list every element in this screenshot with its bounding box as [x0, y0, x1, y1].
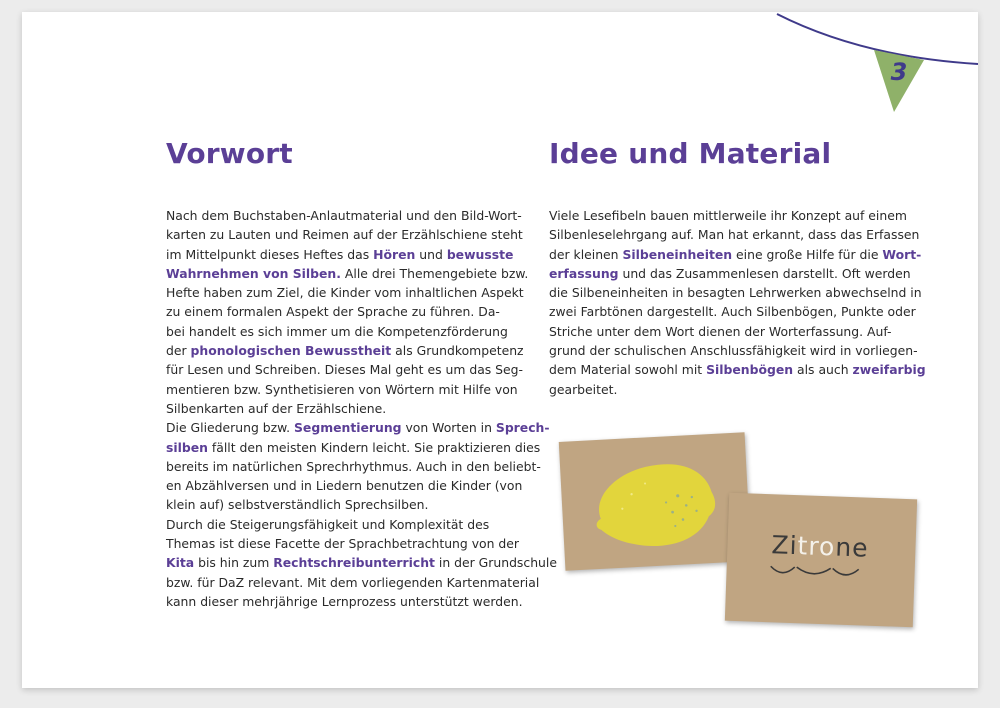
text-segment: Silbenkarten auf der Erzählschiene.	[166, 400, 387, 416]
text-segment: bereits im natürlichen Sprechrhythmus. Auch in den beliebt-	[166, 458, 541, 474]
text-line	[166, 476, 526, 495]
text-line	[166, 534, 526, 553]
text-line	[166, 283, 526, 302]
text-line	[166, 264, 529, 283]
text-segment: kann dieser mehrjährige Lernprozess unterstützt werden.	[166, 593, 523, 609]
foreword-text	[166, 206, 557, 611]
text-segment: der	[166, 343, 191, 359]
text-segment: der kleinen	[549, 246, 623, 262]
syllable-word-card	[725, 493, 917, 627]
text-segment: bzw. für DaZ relevant. Mit dem vorliegenden Kartenmaterial	[166, 574, 540, 590]
text-segment: die Silbeneinheiten in besagten Lehrwerken abwechselnd in	[549, 285, 922, 301]
text-segment: von Worten in	[401, 420, 496, 436]
text-segment: Themas ist diese Facette der Sprachbetrachtung von der	[166, 536, 519, 552]
highlighted-term: erfassung	[549, 265, 619, 281]
text-segment: als Grundkompetenz	[391, 343, 524, 359]
idea-material-column	[549, 136, 926, 399]
text-line	[166, 553, 557, 572]
highlighted-term: Hören	[373, 246, 416, 262]
text-line	[166, 245, 526, 264]
highlighted-term: silben	[166, 439, 208, 455]
idea-material-text	[549, 206, 926, 399]
syllable-2: tro	[797, 531, 836, 562]
syllable-1: Zi	[770, 530, 799, 561]
text-segment: und	[415, 246, 447, 262]
highlighted-term: Rechtschreibunterricht	[273, 555, 435, 571]
text-segment: grund der schulischen Anschlussfähigkeit wird in vorliegen-	[549, 343, 918, 359]
text-line	[166, 225, 526, 244]
text-segment: bis hin zum	[194, 555, 274, 571]
text-line	[549, 322, 909, 341]
text-segment: fällt den meisten Kindern leicht. Sie praktizieren dies	[207, 439, 541, 455]
text-segment: als auch	[793, 362, 853, 378]
text-segment: Durch die Steigerungsfähigkeit und Komplexität des	[166, 516, 490, 532]
highlighted-term: Silbenbögen	[706, 362, 794, 378]
text-segment: Alle drei Themengebiete bzw.	[340, 265, 529, 281]
text-segment: Die Gliederung bzw.	[166, 420, 294, 436]
highlighted-term: Sprech-	[495, 420, 550, 436]
text-segment: karten zu Lauten und Reimen auf der Erzählschiene steht	[166, 227, 523, 243]
text-segment: im Mittelpunkt dieses Heftes das	[166, 246, 374, 262]
highlighted-term: bewusste	[446, 246, 514, 262]
text-segment: gearbeitet.	[549, 381, 618, 397]
highlighted-term: Segmentierung	[294, 420, 402, 436]
highlighted-term: Wort-	[882, 246, 922, 262]
text-line	[549, 245, 922, 264]
highlighted-term: zweifarbig	[852, 362, 926, 378]
text-line	[166, 495, 526, 514]
highlighted-term: Kita	[166, 555, 195, 571]
syllable-3: ne	[834, 532, 870, 563]
text-segment: Viele Lesefibeln bauen mittlerweile ihr Konzept auf einem	[549, 208, 907, 223]
book-page	[22, 12, 978, 688]
text-line	[166, 206, 526, 225]
text-line	[549, 264, 909, 283]
text-line	[166, 380, 526, 399]
text-segment: zwei Farbtönen dargestellt. Auch Silbenbögen, Punkte oder	[549, 304, 916, 320]
lemon-illustration	[559, 432, 751, 571]
text-line	[166, 515, 526, 534]
text-line	[166, 438, 541, 457]
text-segment: klein auf) selbstverständlich Sprechsilben.	[166, 497, 429, 513]
text-line	[549, 283, 922, 302]
text-segment: Nach dem Buchstaben-Anlautmaterial und den Bild-Wort-	[166, 208, 522, 223]
text-line	[166, 418, 550, 437]
text-line	[166, 399, 526, 418]
text-line	[166, 341, 526, 360]
lemon-picture-card	[559, 432, 751, 571]
foreword-column	[166, 136, 557, 611]
text-segment: Striche unter dem Wort dienen der Worterfassung. Auf-	[549, 323, 892, 339]
text-line	[549, 360, 926, 379]
text-segment: bei handelt es sich immer um die Kompetenzförderung	[166, 323, 508, 339]
idea-material-title: Idee und Material	[549, 137, 832, 170]
bunting-decoration	[22, 12, 978, 142]
text-segment: Silbenleselehrgang auf. Man hat erkannt, dass das Erfassen	[549, 227, 920, 243]
text-line	[166, 573, 540, 592]
text-segment: Hefte haben zum Ziel, die Kinder vom inhaltlichen Aspekt	[166, 285, 524, 301]
text-segment: und das Zusammenlesen darstellt. Oft werden	[618, 265, 911, 281]
text-line	[549, 206, 909, 225]
highlighted-term: phonologischen Bewusstheit	[190, 343, 392, 359]
text-segment: eine große Hilfe für die	[732, 246, 883, 262]
text-segment: dem Material sowohl mit	[549, 362, 707, 378]
highlighted-term: Wahrnehmen von Silben.	[166, 265, 341, 281]
text-segment: in der Grundschule	[434, 555, 557, 571]
text-line	[166, 302, 526, 321]
text-line	[166, 592, 526, 611]
text-segment: mentieren bzw. Synthetisieren von Wörtern mit Hilfe von	[166, 381, 518, 397]
foreword-title: Vorwort	[166, 137, 293, 170]
text-segment: zu einem formalen Aspekt der Sprache zu führen. Da-	[166, 304, 500, 320]
text-line	[549, 341, 918, 360]
text-line	[549, 380, 909, 399]
highlighted-term: Silbeneinheiten	[622, 246, 733, 262]
text-line	[549, 225, 920, 244]
text-line	[549, 302, 916, 321]
text-segment: für Lesen und Schreiben. Dieses Mal geht es um das Seg-	[166, 362, 524, 378]
text-line	[166, 457, 541, 476]
text-line	[166, 360, 526, 379]
text-line	[166, 322, 526, 341]
text-segment: en Abzählversen und in Liedern benutzen die Kinder (von	[166, 478, 523, 494]
syllable-arcs	[725, 493, 917, 627]
page-number: 3	[890, 58, 908, 86]
